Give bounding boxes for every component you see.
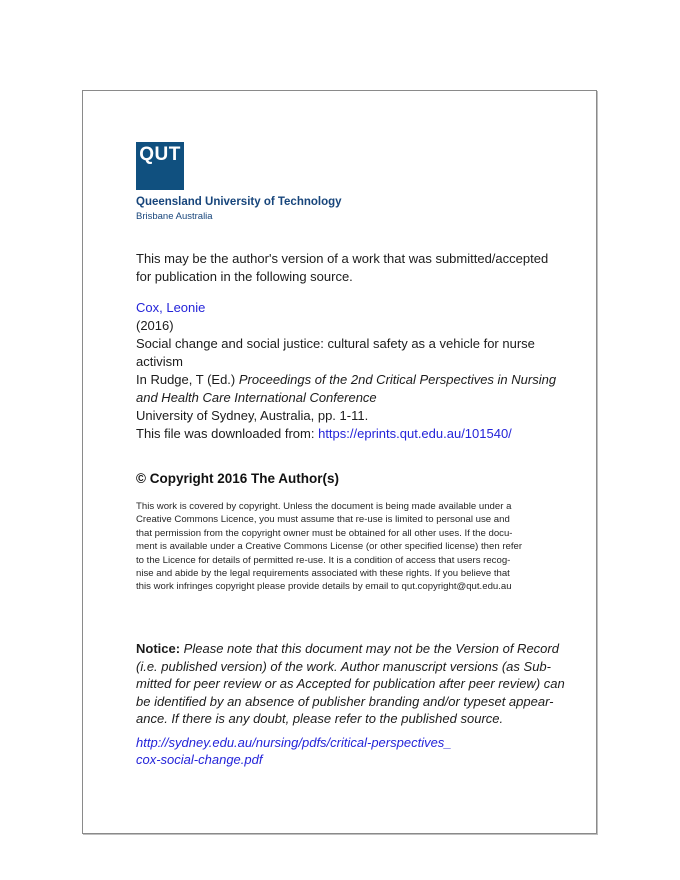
copyright-statement xyxy=(136,500,606,594)
citation-publication-info: University of Sydney, Australia, pp. 1-11. xyxy=(136,408,369,423)
notice-line: (i.e. published version) of the work. Author manuscript versions (as Sub- xyxy=(136,658,551,674)
author-link[interactable]: Cox, Leonie xyxy=(136,300,206,315)
proceedings-title-line: and Health Care International Conference xyxy=(136,390,377,405)
notice-text: Please note that this document may not be the Version of Record xyxy=(180,641,559,656)
copyright-statement-line: This work is covered by copyright. Unless the document is being made available under a xyxy=(136,501,512,512)
notice-label: Notice: xyxy=(136,641,181,656)
citation-editor-prefix: In Rudge, T (Ed.) xyxy=(136,372,239,387)
university-name: Queensland University of Technology xyxy=(136,196,342,208)
download-line xyxy=(136,425,586,443)
copyright-heading: © Copyright 2016 The Author(s) xyxy=(136,471,339,486)
published-source-url-line[interactable]: http://sydney.edu.au/nursing/pdfs/critical-perspectives_ xyxy=(136,735,452,750)
qut-wordmark xyxy=(136,196,342,223)
citation-year: (2016) xyxy=(136,318,174,333)
citation-title-line: Social change and social justice: cultural safety as a vehicle for nurse xyxy=(136,336,535,351)
notice-line: ance. If there is any doubt, please refer to the published source. xyxy=(136,711,504,726)
notice-paragraph xyxy=(136,640,596,728)
notice-line: be identified by an absence of publisher branding and/or typeset appear- xyxy=(136,693,554,709)
document-cover-page xyxy=(82,90,597,834)
intro-line: for publication in the following source. xyxy=(136,269,353,284)
qut-logo-text: QUT xyxy=(139,144,181,165)
copyright-statement-line: to the Licence for details of permitted re-use. It is a condition of access that users recog- xyxy=(136,554,511,566)
published-source-link[interactable] xyxy=(136,734,596,768)
citation-block xyxy=(136,299,586,425)
intro-line: This may be the author's version of a work that was submitted/accepted xyxy=(136,251,549,266)
copyright-statement-line: nise and abide by the legal requirements associated with these rights. If you believe that xyxy=(136,568,510,580)
university-location: Brisbane Australia xyxy=(136,211,213,222)
notice-line xyxy=(136,640,596,658)
copyright-statement-line: ment is available under a Creative Commons License (or other specified license) then refer xyxy=(136,541,523,553)
qut-logo xyxy=(136,142,184,190)
download-prefix: This file was downloaded from: xyxy=(136,426,319,441)
eprints-url-link[interactable]: https://eprints.qut.edu.au/101540/ xyxy=(318,426,512,441)
citation-author-row xyxy=(136,299,586,317)
intro-paragraph xyxy=(136,250,586,286)
notice-line: mitted for peer review or as Accepted for publication after peer review) can xyxy=(136,676,565,691)
copyright-statement-line: that permission from the copyright owner must be obtained for all other uses. If the docu- xyxy=(136,527,513,539)
copyright-statement-line: Creative Commons Licence, you must assume that re-use is limited to personal use and xyxy=(136,514,510,526)
published-source-url-line[interactable]: cox-social-change.pdf xyxy=(136,752,263,767)
copyright-statement-line: this work infringes copyright please provide details by email to qut.copyright@qut.edu.au xyxy=(136,581,512,593)
citation-title-line: activism xyxy=(136,354,183,369)
proceedings-title-line: Proceedings of the 2nd Critical Perspectives in Nursing xyxy=(238,372,557,387)
citation-editor-line xyxy=(136,371,586,389)
